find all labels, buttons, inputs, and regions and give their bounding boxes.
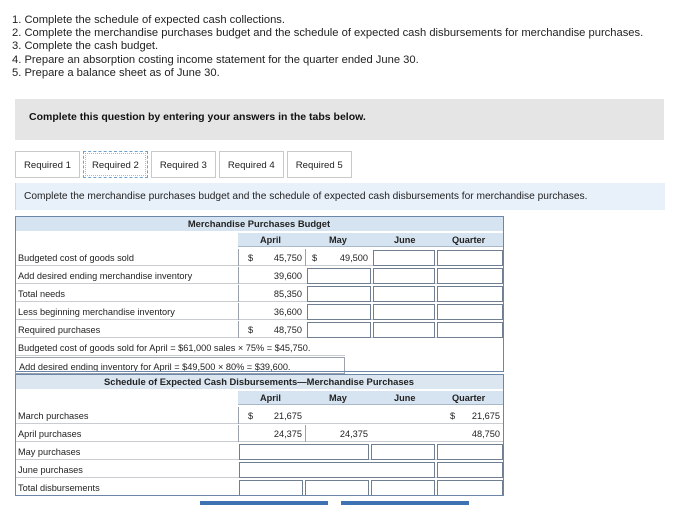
col-june: June — [394, 235, 416, 245]
disbursements-frame — [15, 374, 504, 496]
quarter-cell: $ 21,675 — [450, 411, 500, 421]
row-label: March purchases — [18, 411, 89, 421]
april-cell: 24,375 — [238, 425, 305, 442]
row-label: April purchases — [18, 429, 82, 439]
prompt-text: Complete this question by entering your answers in the tabs below. — [29, 111, 366, 123]
april-cell: 36,600 — [238, 303, 305, 320]
row-label: June purchases — [18, 465, 83, 475]
tab-required-3[interactable]: Required 3 — [151, 151, 216, 178]
tab-required-5[interactable]: Required 5 — [287, 151, 352, 178]
purchases-budget-frame — [15, 216, 504, 372]
tab-required-2[interactable]: Required 2 — [83, 151, 148, 178]
instruction-4: 4. Prepare an absorption costing income statement for the quarter ended June 30. — [12, 53, 419, 66]
instruction-2: 2. Complete the merchandise purchases budget and the schedule of expected cash disbursements for merchandise purchases. — [12, 27, 644, 40]
quarter-cell: 48,750 — [471, 429, 500, 439]
tab-bar — [15, 151, 355, 180]
may-cell: 24,375 — [305, 425, 371, 442]
prompt-box — [15, 99, 664, 140]
may-cell: $ 49,500 — [305, 249, 371, 266]
tab-required-4[interactable]: Required 4 — [219, 151, 284, 178]
disbursements-title: Schedule of Expected Cash Disbursements—Merchandise Purchases — [15, 374, 503, 389]
instructions-list — [12, 14, 643, 80]
april-cell: $ 21,675 — [238, 407, 305, 424]
col-june: June — [394, 393, 416, 403]
row-label: May purchases — [18, 447, 81, 457]
april-cell: 85,350 — [238, 285, 305, 302]
note-text: Budgeted cost of goods sold for April = $61,000 sales × 75% = $45,750. — [18, 343, 311, 353]
instruction-bar — [15, 183, 665, 210]
tab-required-1[interactable]: Required 1 — [15, 151, 80, 178]
purchases-budget-title: Merchandise Purchases Budget — [15, 216, 503, 231]
col-may: May — [329, 393, 347, 403]
april-cell: 39,600 — [238, 267, 305, 284]
col-april: April — [260, 393, 281, 403]
instruction-1: 1. Complete the schedule of expected cash collections. — [12, 14, 286, 26]
prev-nav-button[interactable] — [200, 501, 328, 505]
row-label: Budgeted cost of goods sold — [18, 253, 134, 263]
col-april: April — [260, 235, 281, 245]
row-label: Total disbursements — [18, 483, 100, 493]
april-cell: $ 45,750 — [238, 249, 305, 266]
next-nav-button[interactable] — [341, 501, 469, 505]
col-quarter: Quarter — [452, 235, 486, 245]
instruction-3: 3. Complete the cash budget. — [12, 40, 159, 53]
row-label: Less beginning merchandise inventory — [18, 307, 175, 317]
instruction-bar-text: Complete the merchandise purchases budget and the schedule of expected cash disbursements for merchandise purchases. — [24, 191, 588, 202]
note-text: Add desired ending inventory for April = $49,500 × 80% = $39,600. — [19, 362, 291, 372]
row-label: Total needs — [18, 289, 65, 299]
row-label: Add desired ending merchandise inventory — [18, 271, 193, 281]
col-quarter: Quarter — [452, 393, 486, 403]
instruction-5: 5. Prepare a balance sheet as of June 30. — [12, 66, 220, 79]
april-cell: $ 48,750 — [238, 321, 305, 338]
row-label: Required purchases — [18, 325, 101, 335]
col-may: May — [329, 235, 347, 245]
